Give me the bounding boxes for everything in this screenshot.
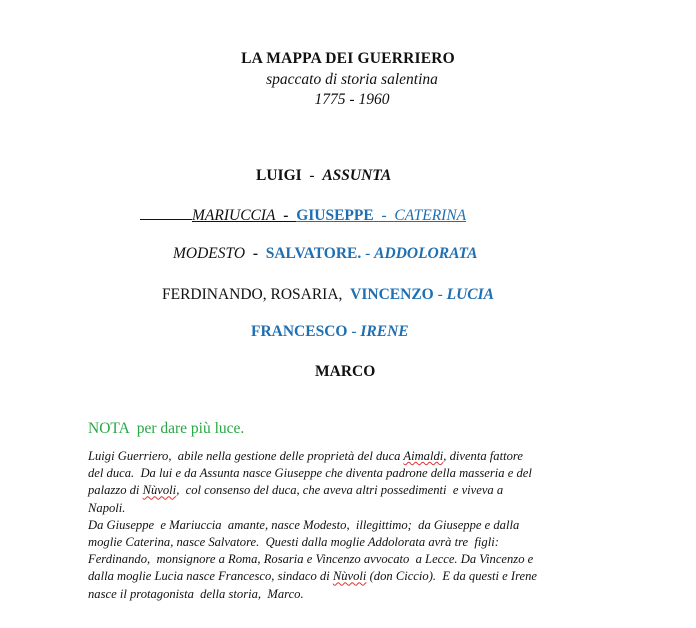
note-text: palazzo di <box>88 483 143 498</box>
separator: - <box>433 286 447 303</box>
name-luigi: LUIGI <box>256 167 302 184</box>
note-line <box>88 568 588 585</box>
note-line <box>88 482 588 499</box>
document-dates: 1775 - 1960 <box>314 91 390 108</box>
note-text: , col consenso del duca, che aveva altri possedimenti e viveva a <box>176 483 504 498</box>
generation-1 <box>256 167 391 185</box>
note-text: del duca. Da lui e da Assunta nasce Giuseppe che diventa padrone della masseria e del <box>88 466 532 481</box>
note-line <box>88 465 588 482</box>
name-marco: MARCO <box>315 363 376 380</box>
name-francesco: FRANCESCO <box>251 323 348 340</box>
name-giuseppe: GIUSEPPE <box>296 207 374 224</box>
note-text: Napoli. <box>88 500 126 515</box>
note-line <box>88 517 588 534</box>
note-paragraph <box>88 448 588 603</box>
note-line <box>88 500 588 517</box>
generation-3 <box>173 245 478 263</box>
document-subtitle: spaccato di storia salentina <box>266 71 438 88</box>
separator: - <box>245 245 266 262</box>
document-title: LA MAPPA DEI GUERRIERO <box>241 50 455 67</box>
spellcheck-word: Aimaldi <box>403 449 444 463</box>
name-salvatore: SALVATORE. <box>265 245 362 262</box>
note-text: Luigi Guerriero, abile nella gestione delle proprietà del duca <box>88 449 404 463</box>
separator: - <box>361 245 375 262</box>
note-text: dalla moglie Lucia nasce Francesco, sindaco di <box>88 569 333 584</box>
note-line <box>88 586 588 603</box>
note-text: (don Ciccio). E da questi e Irene <box>366 569 537 584</box>
name-caterina: CATERINA <box>394 207 467 224</box>
name-modesto: MODESTO <box>173 245 246 262</box>
note-text: moglie Caterina, nasce Salvatore. Questi dalla moglie Addolorata avrà tre figli: <box>88 535 499 550</box>
names-ferdinando-rosaria: FERDINANDO, ROSARIA, <box>162 286 343 303</box>
generation-6 <box>315 363 375 381</box>
name-vincenzo: VINCENZO <box>350 286 434 303</box>
name-irene: IRENE <box>360 323 409 340</box>
note-text: , diventa fattore <box>443 449 523 463</box>
separator: - <box>275 207 297 224</box>
name-lucia: LUCIA <box>446 286 495 303</box>
generation-5 <box>251 323 409 341</box>
note-text: nasce il protagonista della storia, Marco. <box>88 586 304 601</box>
separator: - <box>347 323 361 340</box>
separator: - <box>301 167 323 184</box>
note-line <box>88 534 588 551</box>
separator: - <box>373 207 395 224</box>
leader-line <box>140 205 192 220</box>
generation-2 <box>140 205 466 225</box>
note-line <box>88 551 588 568</box>
note-line <box>88 448 588 465</box>
note-text: Da Giuseppe e Mariuccia amante, nasce Modesto, illegittimo; da Giuseppe e dalla <box>88 517 520 532</box>
note-text: Ferdinando, monsignore a Roma, Rosaria e Vincenzo avvocato a Lecce. Da Vincenzo e <box>88 552 534 567</box>
note-heading: NOTA per dare più luce. <box>88 420 245 437</box>
generation-4 <box>162 286 494 304</box>
spellcheck-word: Nùvoli <box>142 483 177 498</box>
name-addolorata: ADDOLORATA <box>374 245 478 262</box>
name-assunta: ASSUNTA <box>322 167 392 184</box>
spellcheck-word: Nùvoli <box>332 569 367 584</box>
name-mariuccia: MARIUCCIA <box>192 207 276 224</box>
